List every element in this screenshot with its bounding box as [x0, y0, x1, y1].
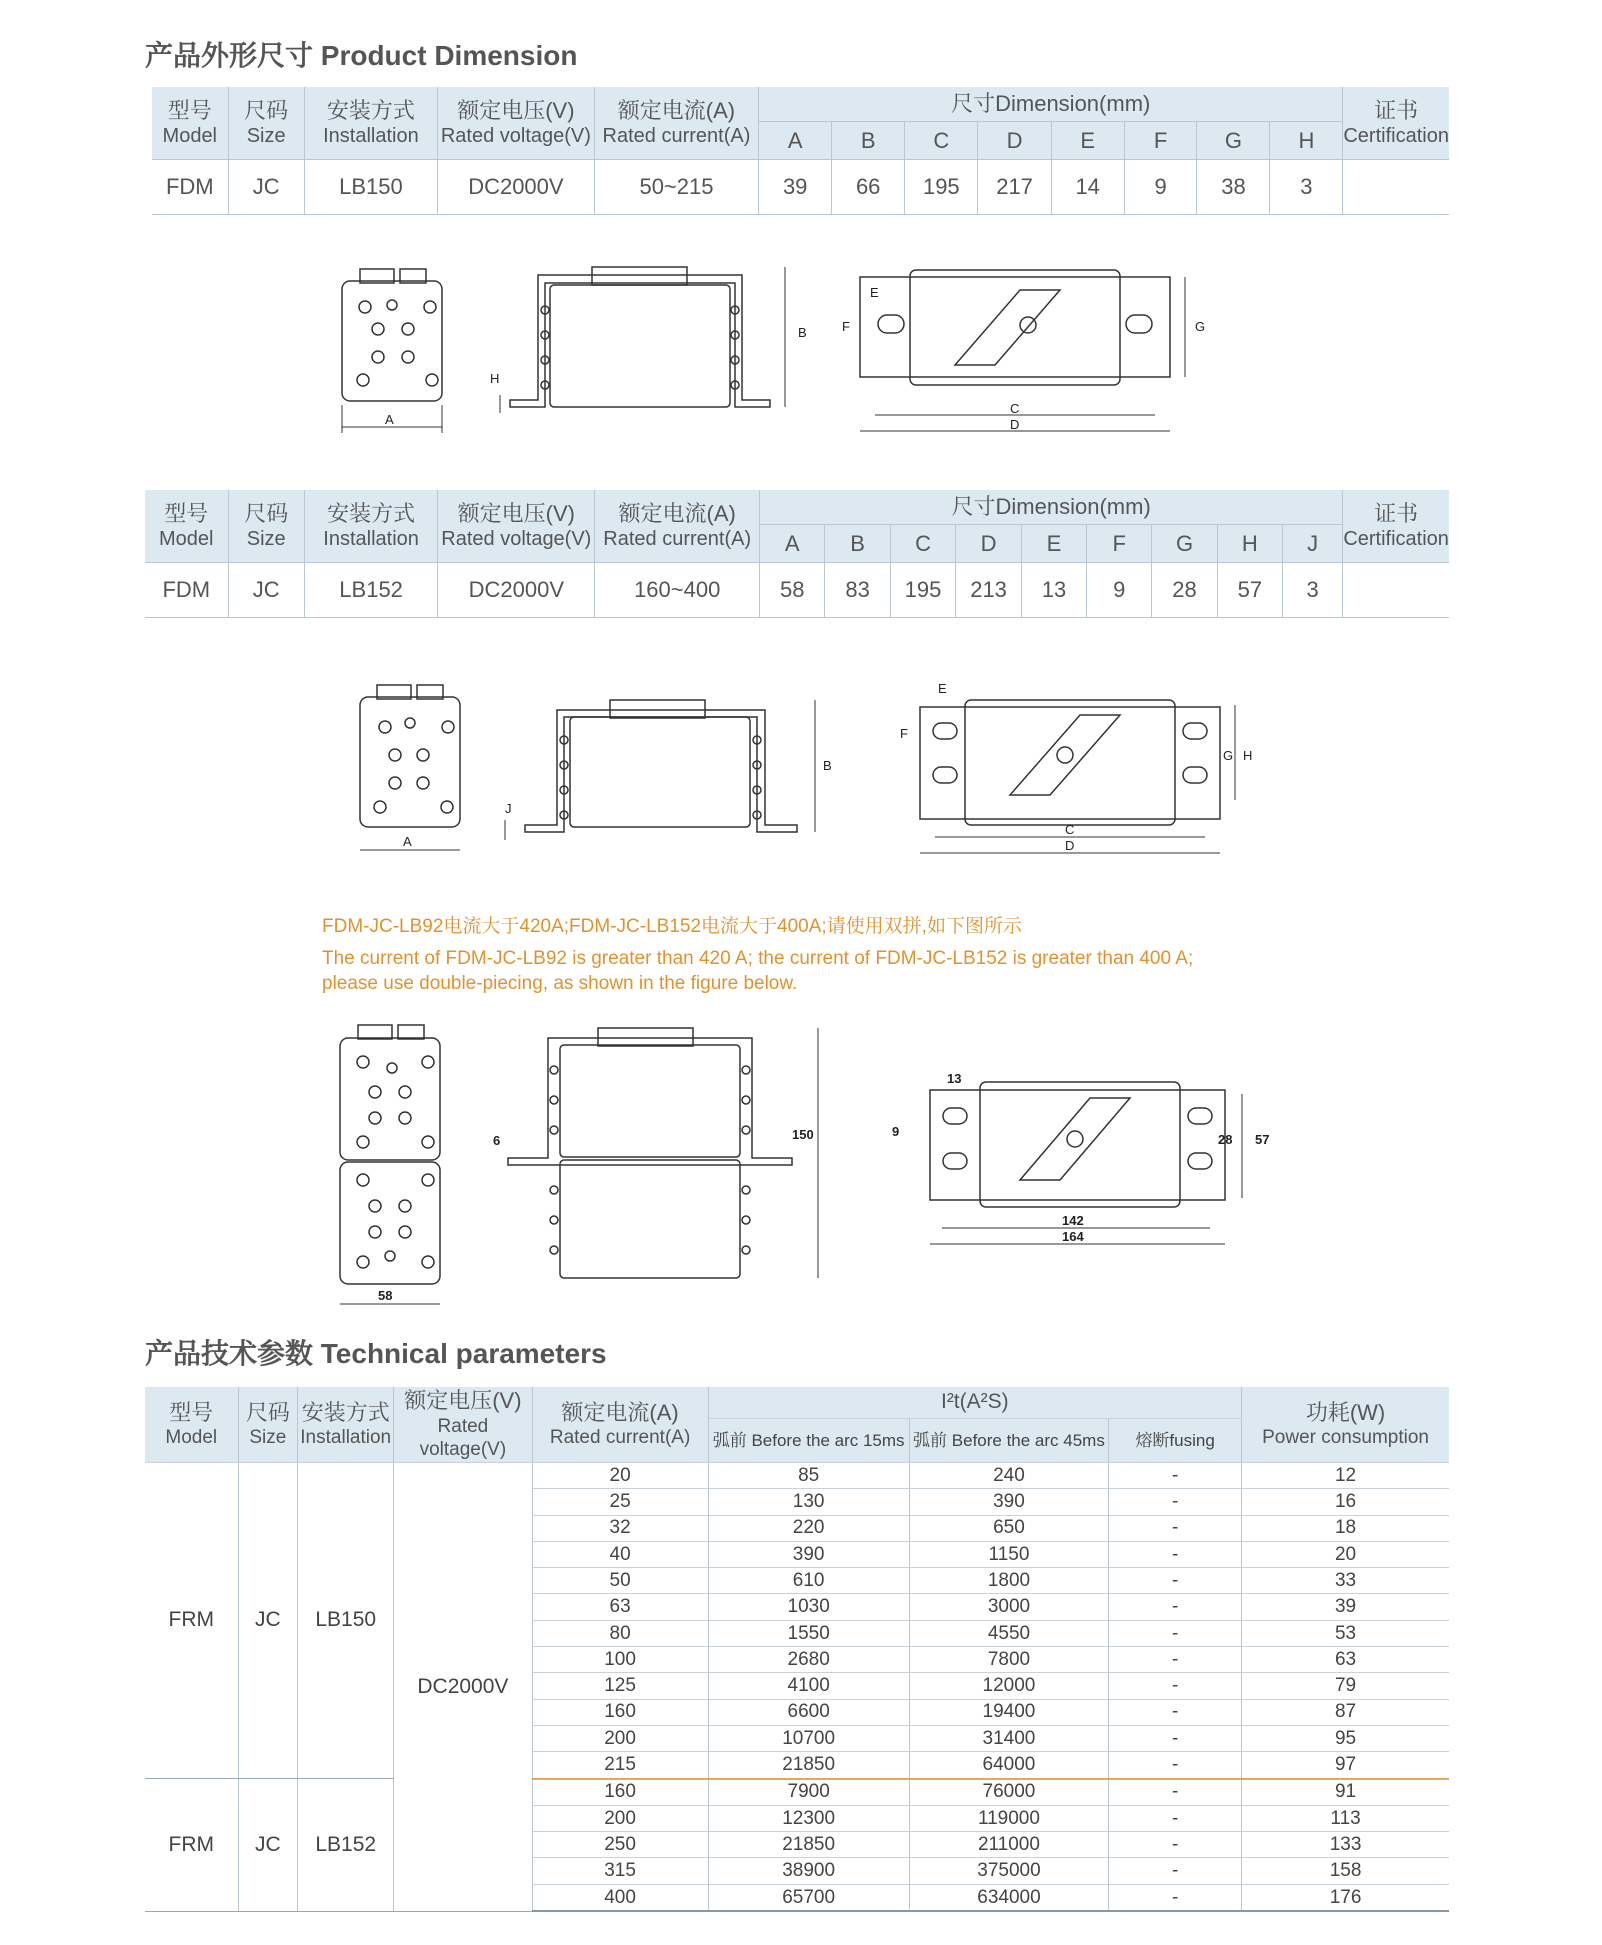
cell-voltage: DC2000V [394, 1463, 532, 1912]
cell-model: FRM [145, 1463, 238, 1779]
dimension-table-lb152 [145, 490, 1449, 618]
top-view-double [930, 1082, 1242, 1244]
header-current: 额定电流(A) Rated current(A) [532, 1387, 708, 1463]
cell-current: 160 [532, 1699, 708, 1725]
header-certification: 证书 Certification [1343, 87, 1449, 160]
cell-dim: 195 [890, 563, 956, 618]
cell-arc-45ms: 211000 [909, 1832, 1108, 1858]
cell-arc-45ms: 1800 [909, 1568, 1108, 1594]
cell-arc-15ms: 10700 [708, 1725, 909, 1751]
dim-letter: F [1087, 525, 1152, 563]
tech-body [145, 1463, 1449, 1912]
front-view-double [340, 1025, 440, 1304]
cell-install: LB152 [298, 1779, 394, 1911]
cell-dim: 58 [760, 563, 825, 618]
cell-current: 32 [532, 1515, 708, 1541]
cell-power: 79 [1242, 1673, 1449, 1699]
cell-arc-45ms: 7800 [909, 1647, 1108, 1673]
cell-power: 33 [1242, 1568, 1449, 1594]
header-installation: 安装方式 Installation [304, 490, 437, 563]
cell-current: 315 [532, 1858, 708, 1884]
dimension-table-lb150 [152, 87, 1449, 215]
cell-dim: 3 [1270, 160, 1343, 215]
cell-dim: 9 [1087, 563, 1152, 618]
cell-power: 91 [1242, 1779, 1449, 1806]
dim-letter: B [825, 525, 890, 563]
cell-dim: 14 [1051, 160, 1124, 215]
cell-fusing: - [1109, 1699, 1242, 1725]
cell-voltage: DC2000V [438, 160, 595, 215]
label-G: G [1223, 748, 1234, 763]
cell-dim: 195 [905, 160, 978, 215]
dim-letter: F [1124, 122, 1197, 160]
cell-dim: 83 [825, 563, 890, 618]
cell-arc-45ms: 1150 [909, 1541, 1108, 1567]
drawing-double [330, 1020, 1310, 1303]
header-dimension: 尺寸Dimension(mm) [760, 490, 1343, 525]
label-A: A [403, 834, 412, 849]
header-current: 额定电流(A) Rated current(A) [594, 87, 758, 160]
dim-letter: H [1270, 122, 1343, 160]
cell-arc-15ms: 1030 [708, 1594, 909, 1620]
dim-letter: C [890, 525, 956, 563]
header-voltage: 额定电压(V) Rated voltage(V) [438, 490, 595, 563]
cell-dim: 57 [1217, 563, 1282, 618]
header-arc-45ms: 弧前 Before the arc 45ms [909, 1419, 1108, 1463]
cell-arc-45ms: 31400 [909, 1725, 1108, 1751]
label-H: H [490, 371, 500, 386]
cell-model: FDM [145, 563, 228, 618]
cell-arc-45ms: 3000 [909, 1594, 1108, 1620]
cell-cert [1343, 563, 1449, 618]
cell-current: 20 [532, 1463, 708, 1489]
cell-current: 80 [532, 1620, 708, 1646]
cell-arc-15ms: 21850 [708, 1832, 909, 1858]
cell-current: 400 [532, 1884, 708, 1911]
cell-installation: LB150 [304, 160, 437, 215]
cell-power: 39 [1242, 1594, 1449, 1620]
cell-power: 97 [1242, 1752, 1449, 1779]
cell-power: 158 [1242, 1858, 1449, 1884]
cell-arc-45ms: 634000 [909, 1884, 1108, 1911]
label-150: 150 [792, 1127, 814, 1142]
technical-parameters-table [145, 1387, 1449, 1912]
table-row [145, 563, 1449, 618]
label-F: F [900, 726, 908, 741]
label-E: E [938, 681, 947, 696]
label-F: F [842, 319, 850, 334]
header-fusing: 熔断fusing [1109, 1419, 1242, 1463]
table-row [145, 1779, 1449, 1806]
cell-arc-45ms: 240 [909, 1463, 1108, 1489]
dim-letter: G [1152, 525, 1217, 563]
cell-current: 160 [532, 1779, 708, 1806]
header-size: 尺码 Size [228, 490, 304, 563]
cell-arc-45ms: 119000 [909, 1805, 1108, 1831]
label-J: J [505, 801, 512, 816]
header-size: 尺码 Size [228, 87, 304, 160]
cell-dim: 213 [956, 563, 1022, 618]
cell-fusing: - [1109, 1725, 1242, 1751]
cell-fusing: - [1109, 1515, 1242, 1541]
cell-power: 87 [1242, 1699, 1449, 1725]
cell-power: 12 [1242, 1463, 1449, 1489]
dim-letter: C [905, 122, 978, 160]
cell-current: 100 [532, 1647, 708, 1673]
note-en-line1: The current of FDM-JC-LB92 is greater than 420 A; the current of FDM-JC-LB152 is greater than 400 A; [322, 948, 1194, 969]
top-view [920, 700, 1235, 853]
label-D: D [1010, 417, 1020, 432]
label-C: C [1010, 401, 1020, 416]
label-C: C [1065, 822, 1075, 837]
front-view [360, 685, 460, 850]
cell-current: 125 [532, 1673, 708, 1699]
label-13: 13 [947, 1071, 962, 1086]
cell-voltage: DC2000V [438, 563, 595, 618]
cell-arc-45ms: 375000 [909, 1858, 1108, 1884]
label-58: 58 [378, 1288, 393, 1303]
technical-section-title: 产品技术参数 Technical parameters [145, 1338, 607, 1369]
cell-arc-45ms: 64000 [909, 1752, 1108, 1779]
label-B: B [823, 758, 832, 773]
cell-cert [1343, 160, 1449, 215]
cell-dim: 66 [832, 160, 905, 215]
cell-arc-45ms: 76000 [909, 1779, 1108, 1806]
cell-arc-45ms: 12000 [909, 1673, 1108, 1699]
cell-arc-15ms: 220 [708, 1515, 909, 1541]
cell-fusing: - [1109, 1568, 1242, 1594]
cell-fusing: - [1109, 1805, 1242, 1831]
cell-fusing: - [1109, 1832, 1242, 1858]
cell-arc-45ms: 390 [909, 1489, 1108, 1515]
cell-dim: 3 [1283, 563, 1343, 618]
label-6: 6 [493, 1133, 501, 1148]
cell-arc-15ms: 390 [708, 1541, 909, 1567]
cell-current: 160~400 [595, 563, 760, 618]
header-certification: 证书 Certification [1343, 490, 1449, 563]
cell-arc-15ms: 4100 [708, 1673, 909, 1699]
cell-current: 40 [532, 1541, 708, 1567]
cell-current: 200 [532, 1805, 708, 1831]
label-A: A [385, 412, 394, 427]
header-installation: 安装方式 Installation [298, 1387, 394, 1463]
cell-power: 16 [1242, 1489, 1449, 1515]
cell-dim: 28 [1152, 563, 1217, 618]
cell-arc-15ms: 610 [708, 1568, 909, 1594]
dim-letter: D [978, 122, 1051, 160]
front-view [342, 269, 442, 433]
cell-power: 63 [1242, 1647, 1449, 1673]
dim-letter: A [760, 525, 825, 563]
dim-letter: G [1197, 122, 1270, 160]
dim-letter: A [759, 122, 832, 160]
top-view [860, 270, 1185, 431]
drawing-lb150 [330, 255, 1250, 440]
cell-installation: LB152 [304, 563, 437, 618]
cell-current: 63 [532, 1594, 708, 1620]
cell-size: JC [228, 160, 304, 215]
dim-letter: J [1283, 525, 1343, 563]
label-164: 164 [1062, 1229, 1084, 1244]
cell-fusing: - [1109, 1541, 1242, 1567]
dimension-section-title: 产品外形尺寸 Product Dimension [145, 40, 578, 71]
cell-power: 53 [1242, 1620, 1449, 1646]
cell-fusing: - [1109, 1884, 1242, 1911]
cell-dim: 9 [1124, 160, 1197, 215]
cell-current: 250 [532, 1832, 708, 1858]
cell-power: 113 [1242, 1805, 1449, 1831]
cell-dim: 39 [759, 160, 832, 215]
cell-arc-45ms: 19400 [909, 1699, 1108, 1725]
cell-size: JC [238, 1463, 298, 1779]
label-E: E [870, 285, 879, 300]
label-G: G [1195, 319, 1206, 334]
cell-fusing: - [1109, 1594, 1242, 1620]
cell-power: 20 [1242, 1541, 1449, 1567]
cell-model: FDM [152, 160, 228, 215]
cell-current: 200 [532, 1725, 708, 1751]
table-row [152, 160, 1449, 215]
cell-current: 50 [532, 1568, 708, 1594]
cell-fusing: - [1109, 1647, 1242, 1673]
dim-letter: B [832, 122, 905, 160]
header-voltage: 额定电压(V) Rated voltage(V) [438, 87, 595, 160]
dim-letter: E [1051, 122, 1124, 160]
cell-fusing: - [1109, 1673, 1242, 1699]
dim-letter: D [956, 525, 1022, 563]
cell-current: 25 [532, 1489, 708, 1515]
cell-arc-15ms: 12300 [708, 1805, 909, 1831]
note-cn: FDM-JC-LB92电流大于420A;FDM-JC-LB152电流大于400A;请使用双拼,如下图所示 [322, 916, 1022, 937]
cell-fusing: - [1109, 1463, 1242, 1489]
cell-dim: 217 [978, 160, 1051, 215]
dim-letter: E [1021, 525, 1086, 563]
cell-fusing: - [1109, 1620, 1242, 1646]
label-28: 28 [1218, 1132, 1233, 1147]
header-model: 型号 Model [152, 87, 228, 160]
cell-arc-15ms: 2680 [708, 1647, 909, 1673]
cell-fusing: - [1109, 1858, 1242, 1884]
cell-power: 176 [1242, 1884, 1449, 1911]
header-voltage: 额定电压(V) Rated voltage(V) [394, 1387, 532, 1463]
cell-size: JC [238, 1779, 298, 1911]
cell-arc-15ms: 38900 [708, 1858, 909, 1884]
label-D: D [1065, 838, 1075, 853]
cell-fusing: - [1109, 1752, 1242, 1779]
cell-current: 215 [532, 1752, 708, 1779]
label-57: 57 [1255, 1132, 1270, 1147]
cell-fusing: - [1109, 1489, 1242, 1515]
cell-install: LB150 [298, 1463, 394, 1779]
header-size: 尺码 Size [238, 1387, 298, 1463]
header-i2t: I²t(A²S) [708, 1387, 1242, 1419]
cell-arc-45ms: 650 [909, 1515, 1108, 1541]
cell-arc-15ms: 1550 [708, 1620, 909, 1646]
label-H: H [1243, 748, 1253, 763]
header-arc-15ms: 弧前 Before the arc 15ms [708, 1419, 909, 1463]
note-en-line2: please use double-piecing, as shown in the figure below. [322, 973, 798, 994]
cell-power: 95 [1242, 1725, 1449, 1751]
cell-arc-15ms: 65700 [708, 1884, 909, 1911]
header-model: 型号 Model [145, 490, 228, 563]
cell-size: JC [228, 563, 304, 618]
cell-arc-15ms: 85 [708, 1463, 909, 1489]
drawing-lb152 [345, 675, 1275, 860]
header-installation: 安装方式 Installation [304, 87, 437, 160]
label-142: 142 [1062, 1213, 1084, 1228]
side-view [505, 700, 815, 840]
dim-letter: H [1217, 525, 1282, 563]
cell-current: 50~215 [594, 160, 758, 215]
header-dimension: 尺寸Dimension(mm) [759, 87, 1343, 122]
label-B: B [798, 325, 807, 340]
label-9: 9 [892, 1124, 900, 1139]
cell-arc-15ms: 6600 [708, 1699, 909, 1725]
side-view-double [508, 1028, 818, 1278]
cell-arc-15ms: 21850 [708, 1752, 909, 1779]
cell-model: FRM [145, 1779, 238, 1911]
cell-power: 133 [1242, 1832, 1449, 1858]
header-model: 型号 Model [145, 1387, 238, 1463]
cell-fusing: - [1109, 1779, 1242, 1806]
table-row [145, 1463, 1449, 1489]
cell-power: 18 [1242, 1515, 1449, 1541]
cell-dim: 13 [1021, 563, 1086, 618]
side-view [500, 267, 785, 413]
cell-arc-15ms: 130 [708, 1489, 909, 1515]
header-power: 功耗(W) Power consumption [1242, 1387, 1449, 1463]
cell-dim: 38 [1197, 160, 1270, 215]
header-current: 额定电流(A) Rated current(A) [595, 490, 760, 563]
cell-arc-15ms: 7900 [708, 1779, 909, 1806]
cell-arc-45ms: 4550 [909, 1620, 1108, 1646]
